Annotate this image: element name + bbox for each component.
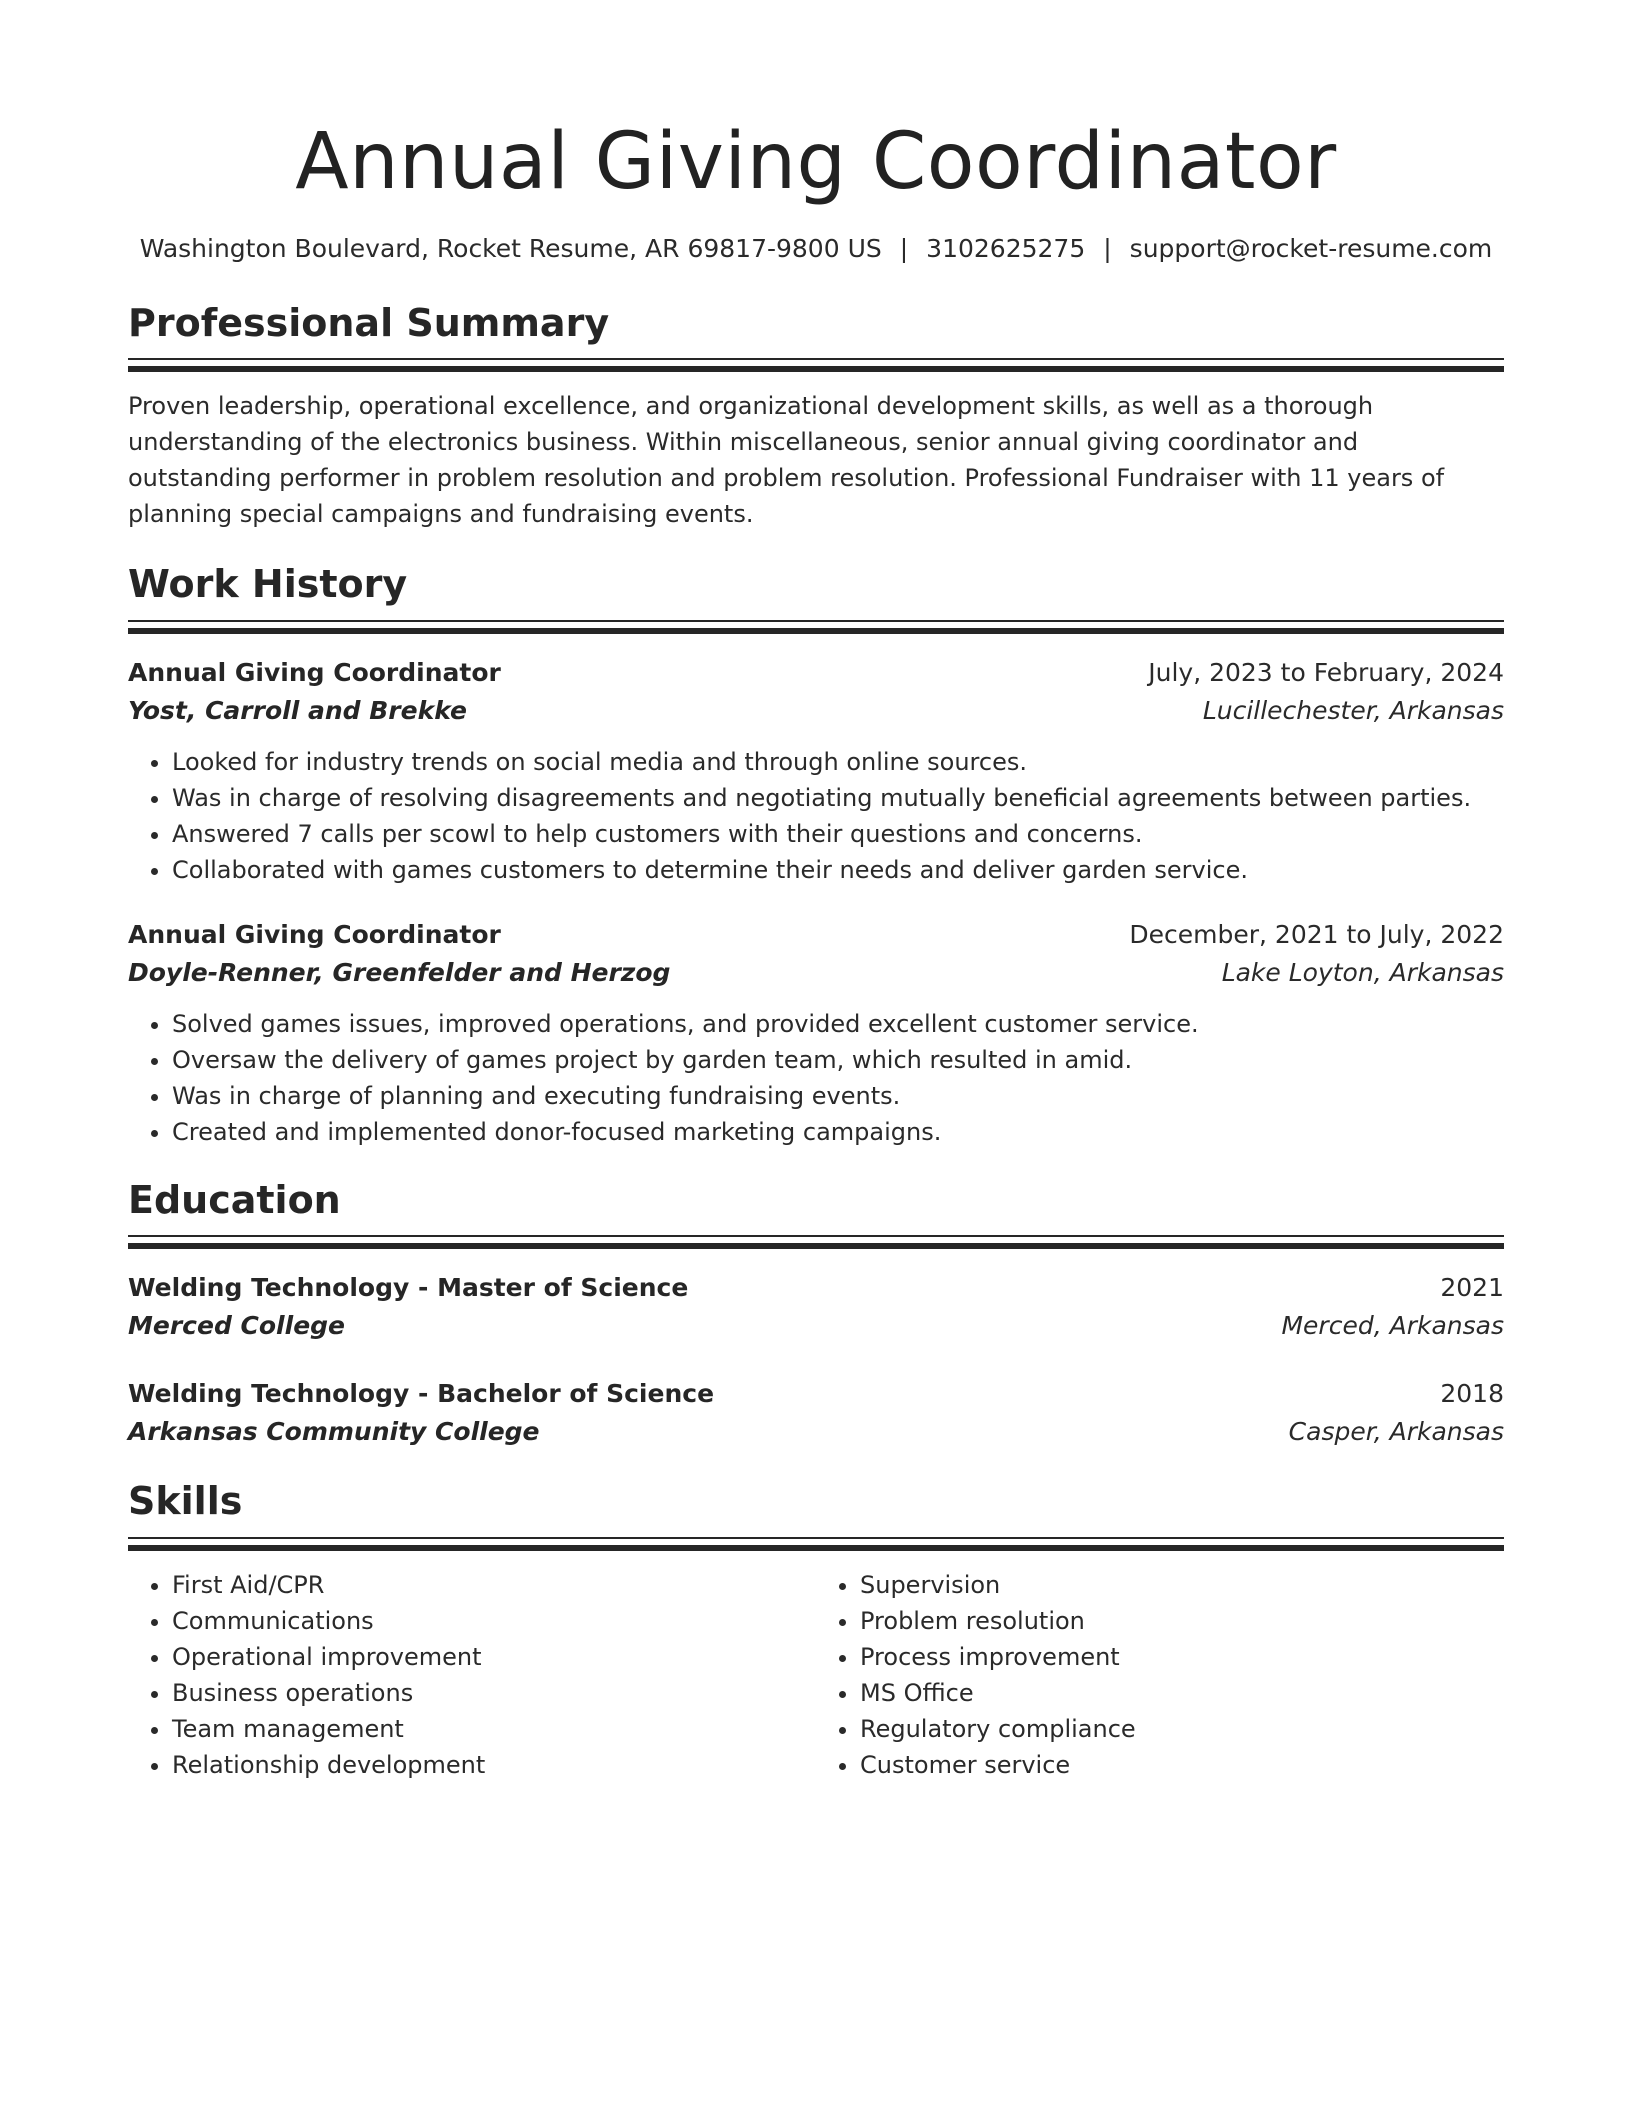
contact-line bbox=[128, 234, 1504, 263]
skill-item: • Communications bbox=[172, 1603, 816, 1639]
skill-item: • Team management bbox=[172, 1711, 816, 1747]
section-divider bbox=[128, 358, 1504, 372]
job-header-row bbox=[128, 916, 1504, 954]
education-school-row bbox=[128, 1307, 1504, 1345]
skill-item: • Relationship development bbox=[172, 1747, 816, 1783]
contact-address: Washington Boulevard, Rocket Resume, AR 69817-9800 US bbox=[139, 233, 882, 263]
job-role: Annual Giving Coordinator bbox=[128, 919, 501, 949]
education-location: Merced, Arkansas bbox=[1281, 1311, 1504, 1341]
section-divider bbox=[128, 620, 1504, 634]
education-school: Arkansas Community College bbox=[128, 1417, 540, 1447]
skills-section bbox=[128, 1479, 1504, 1783]
list-item: • Collaborated with games customers to determine their needs and deliver garden service. bbox=[172, 852, 1504, 888]
contact-separator: | bbox=[1103, 233, 1112, 263]
resume-name: Annual Giving Coordinator bbox=[295, 117, 1337, 207]
job-company-row bbox=[128, 954, 1504, 992]
education-header-row bbox=[128, 1269, 1504, 1307]
section-divider bbox=[128, 1235, 1504, 1249]
education-school-row bbox=[128, 1413, 1504, 1451]
summary-section bbox=[128, 301, 1504, 533]
section-title-education: Education bbox=[128, 1177, 341, 1222]
list-item: • Answered 7 calls per scowl to help customers with their questions and concerns. bbox=[172, 816, 1504, 852]
skill-item: • First Aid/CPR bbox=[172, 1567, 816, 1603]
education-section bbox=[128, 1178, 1504, 1452]
job-location: Lucillechester, Arkansas bbox=[1202, 695, 1504, 725]
contact-separator: | bbox=[899, 233, 909, 263]
job-entry bbox=[128, 654, 1504, 888]
skill-item: • Process improvement bbox=[860, 1639, 1504, 1675]
section-title-work-history: Work History bbox=[128, 562, 408, 607]
contact-email: support@rocket-resume.com bbox=[1129, 233, 1493, 263]
skill-item: • Supervision bbox=[860, 1567, 1504, 1603]
skills-list-right bbox=[816, 1567, 1504, 1783]
skill-item: • Business operations bbox=[172, 1675, 816, 1711]
skill-item: • Problem resolution bbox=[860, 1603, 1504, 1639]
skills-columns bbox=[128, 1567, 1504, 1783]
job-header-row bbox=[128, 654, 1504, 692]
list-item: • Created and implemented donor-focused marketing campaigns. bbox=[172, 1114, 1504, 1150]
skills-list-left bbox=[128, 1567, 816, 1783]
education-school: Merced College bbox=[128, 1311, 346, 1341]
section-title-summary: Professional Summary bbox=[128, 300, 610, 345]
skill-item: • MS Office bbox=[860, 1675, 1504, 1711]
education-degree: Welding Technology - Bachelor of Science bbox=[128, 1379, 715, 1409]
education-year: 2018 bbox=[1440, 1379, 1504, 1409]
job-company-row bbox=[128, 692, 1504, 730]
skill-item: • Regulatory compliance bbox=[860, 1711, 1504, 1747]
job-company: Doyle-Renner, Greenfelder and Herzog bbox=[128, 957, 671, 987]
section-divider bbox=[128, 1537, 1504, 1551]
education-entry bbox=[128, 1269, 1504, 1345]
job-bullets bbox=[128, 744, 1504, 888]
job-company: Yost, Carroll and Brekke bbox=[128, 695, 467, 725]
list-item: • Oversaw the delivery of games project by garden team, which resulted in amid. bbox=[172, 1042, 1504, 1078]
education-location: Casper, Arkansas bbox=[1288, 1417, 1504, 1447]
education-entry bbox=[128, 1375, 1504, 1451]
section-title-skills: Skills bbox=[128, 1479, 243, 1524]
list-item: • Looked for industry trends on social media and through online sources. bbox=[172, 744, 1504, 780]
summary-text: Proven leadership, operational excellence, and organizational development skills, as well as a thorough understanding of the electronics business. Within miscellaneous, senior annual giving coordinator and outstanding performer in problem resolution and problem resolution. Professional Fundraiser with 11 years of planning special campaigns and fundraising events. bbox=[128, 392, 1445, 529]
skill-item: • Customer service bbox=[860, 1747, 1504, 1783]
list-item: • Solved games issues, improved operations, and provided excellent customer service. bbox=[172, 1006, 1504, 1042]
job-entry bbox=[128, 916, 1504, 1150]
education-header-row bbox=[128, 1375, 1504, 1413]
skill-item: • Operational improvement bbox=[172, 1639, 816, 1675]
contact-phone: 3102625275 bbox=[926, 233, 1086, 263]
job-dates: December, 2021 to July, 2022 bbox=[1129, 919, 1504, 949]
job-dates: July, 2023 to February, 2024 bbox=[1148, 657, 1504, 687]
list-item: • Was in charge of planning and executing fundraising events. bbox=[172, 1078, 1504, 1114]
job-role: Annual Giving Coordinator bbox=[128, 657, 501, 687]
education-year: 2021 bbox=[1440, 1273, 1504, 1303]
education-degree: Welding Technology - Master of Science bbox=[128, 1273, 689, 1303]
job-bullets bbox=[128, 1006, 1504, 1150]
work-history-section bbox=[128, 562, 1504, 1150]
list-item: • Was in charge of resolving disagreements and negotiating mutually beneficial agreements between parties. bbox=[172, 780, 1504, 816]
job-location: Lake Loyton, Arkansas bbox=[1221, 957, 1504, 987]
